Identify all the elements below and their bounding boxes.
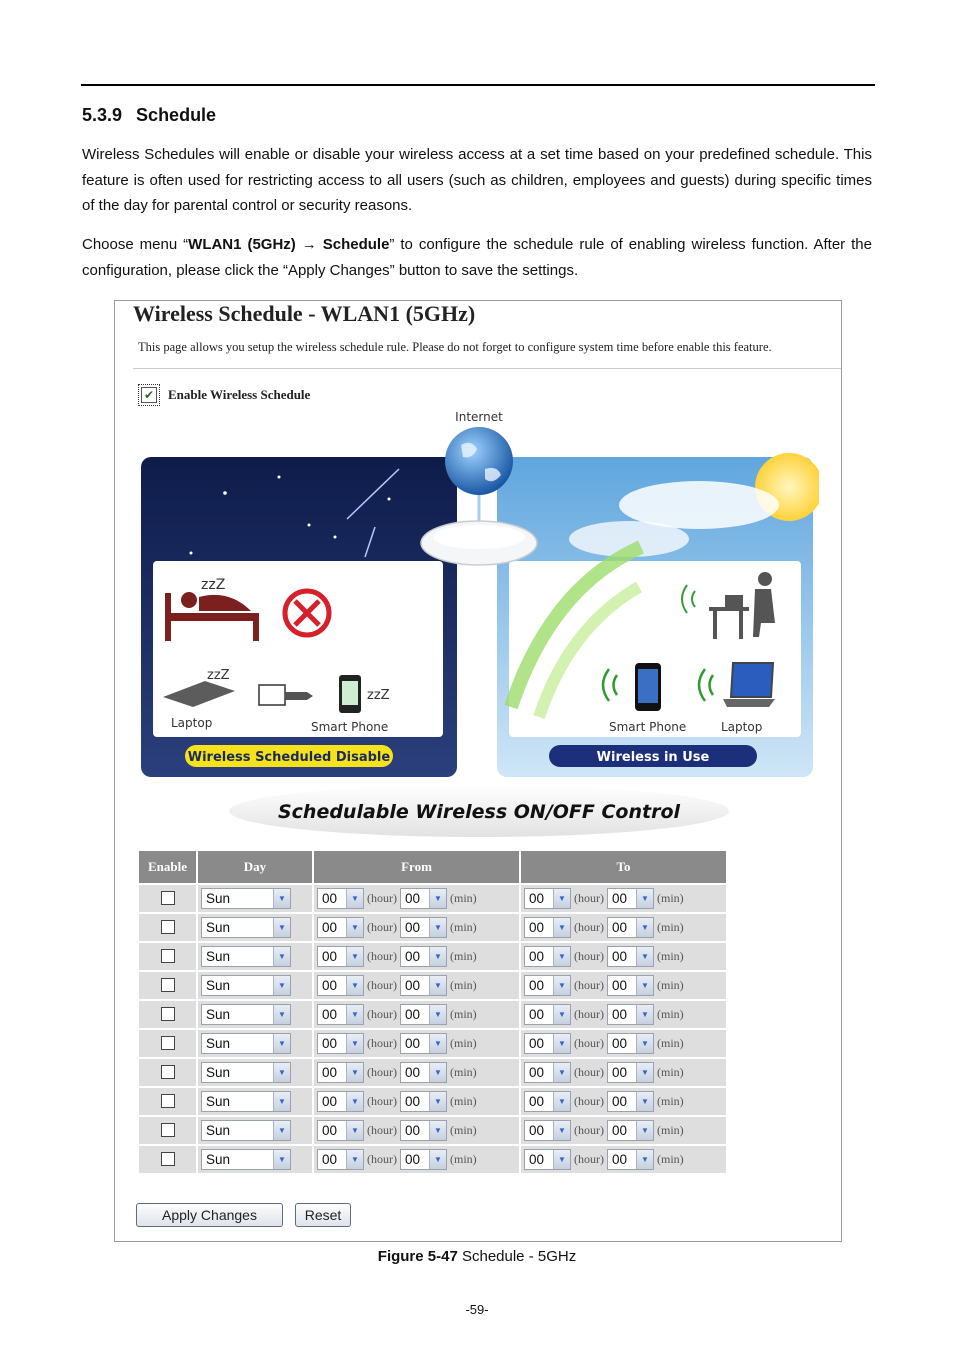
svg-text:zzZ: zzZ [207, 668, 230, 683]
chevron-down-icon: ▼ [273, 1092, 290, 1111]
min-unit: (min) [657, 1007, 684, 1021]
row-enable-checkbox[interactable] [161, 1123, 175, 1137]
to-min-select[interactable]: 00 ▼ [607, 917, 654, 938]
from-cell [314, 1088, 519, 1115]
to-hour-select[interactable]: 00 ▼ [524, 917, 571, 938]
day-select[interactable]: Sun ▼ [201, 1149, 291, 1170]
chevron-down-icon: ▼ [429, 1063, 446, 1082]
action-buttons [136, 1203, 351, 1227]
to-min-select[interactable]: 00 ▼ [607, 888, 654, 909]
hour-unit: (hour) [574, 891, 604, 905]
chevron-down-icon: ▼ [273, 1005, 290, 1024]
hour-unit: (hour) [574, 949, 604, 963]
from-cell [314, 1146, 519, 1173]
from-min-select[interactable]: 00 ▼ [400, 888, 447, 909]
min-unit: (min) [657, 920, 684, 934]
from-min-select[interactable]: 00 ▼ [400, 1149, 447, 1170]
day-cell [198, 1146, 312, 1173]
day-cell [198, 1059, 312, 1086]
from-cell [314, 1030, 519, 1057]
reset-button[interactable]: Reset [295, 1203, 351, 1227]
to-cell [521, 1088, 726, 1115]
day-cell [198, 885, 312, 912]
instruction-prefix: Choose menu “ [82, 236, 189, 253]
figure-caption [0, 1248, 954, 1265]
from-hour-select[interactable]: 00 ▼ [317, 975, 364, 996]
from-cell [314, 1001, 519, 1028]
hour-unit: (hour) [367, 920, 397, 934]
row-enable-checkbox[interactable] [161, 891, 175, 905]
enable-cell [139, 914, 196, 941]
row-enable-checkbox[interactable] [161, 1152, 175, 1166]
chevron-down-icon: ▼ [553, 1121, 570, 1140]
chevron-down-icon: ▼ [636, 976, 653, 995]
chevron-down-icon: ▼ [636, 1121, 653, 1140]
inuse-badge-label: Wireless in Use [596, 750, 710, 765]
from-hour-select[interactable]: 00 ▼ [317, 1091, 364, 1112]
chevron-down-icon: ▼ [273, 1034, 290, 1053]
hour-unit: (hour) [574, 920, 604, 934]
page-number: -59- [465, 1302, 489, 1317]
to-cell [521, 1146, 726, 1173]
from-hour-select[interactable]: 00 ▼ [317, 1120, 364, 1141]
chevron-down-icon: ▼ [429, 947, 446, 966]
table-row [139, 885, 726, 912]
section-heading [82, 105, 216, 126]
to-hour-select[interactable]: 00 ▼ [524, 1062, 571, 1083]
min-unit: (min) [657, 1094, 684, 1108]
hour-unit: (hour) [574, 978, 604, 992]
night-phone-label: Smart Phone [311, 720, 389, 734]
enable-cell [139, 885, 196, 912]
to-hour-select[interactable]: 00 ▼ [524, 1004, 571, 1025]
chevron-down-icon: ▼ [636, 1063, 653, 1082]
hour-unit: (hour) [367, 1152, 397, 1166]
chevron-down-icon: ▼ [636, 1150, 653, 1169]
header-from: From [314, 851, 519, 883]
table-row [139, 1088, 726, 1115]
from-hour-select[interactable]: 00 ▼ [317, 946, 364, 967]
chevron-down-icon: ▼ [636, 1034, 653, 1053]
hour-unit: (hour) [367, 978, 397, 992]
day-select[interactable]: Sun ▼ [201, 1033, 291, 1054]
internet-label: Internet [455, 410, 503, 424]
from-min-select[interactable]: 00 ▼ [400, 917, 447, 938]
banner-text: Schedulable Wireless ON/OFF Control [277, 801, 681, 823]
from-min-select[interactable]: 00 ▼ [400, 1091, 447, 1112]
chevron-down-icon: ▼ [553, 1150, 570, 1169]
min-unit: (min) [450, 978, 477, 992]
chevron-down-icon: ▼ [553, 1063, 570, 1082]
hour-unit: (hour) [574, 1123, 604, 1137]
min-unit: (min) [450, 1152, 477, 1166]
chevron-down-icon: ▼ [553, 976, 570, 995]
from-cell [314, 1117, 519, 1144]
enable-cell [139, 943, 196, 970]
chevron-down-icon: ▼ [346, 947, 363, 966]
to-min-select[interactable]: 00 ▼ [607, 1120, 654, 1141]
day-cell [198, 943, 312, 970]
day-cell [198, 972, 312, 999]
hour-unit: (hour) [367, 1094, 397, 1108]
to-min-select[interactable]: 00 ▼ [607, 975, 654, 996]
day-select[interactable]: Sun ▼ [201, 946, 291, 967]
chevron-down-icon: ▼ [429, 976, 446, 995]
row-enable-checkbox[interactable] [161, 1065, 175, 1079]
hour-unit: (hour) [367, 1123, 397, 1137]
chevron-down-icon: ▼ [553, 947, 570, 966]
to-cell [521, 1117, 726, 1144]
hour-unit: (hour) [574, 1094, 604, 1108]
screenshot-frame [114, 300, 842, 1242]
section-title: Schedule [136, 105, 217, 125]
table-row [139, 943, 726, 970]
title-separator [133, 368, 841, 369]
chevron-down-icon: ▼ [553, 1005, 570, 1024]
from-hour-select[interactable]: 00 ▼ [317, 1004, 364, 1025]
chevron-down-icon: ▼ [636, 1092, 653, 1111]
chevron-down-icon: ▼ [553, 889, 570, 908]
from-hour-select[interactable]: 00 ▼ [317, 1149, 364, 1170]
chevron-down-icon: ▼ [429, 1034, 446, 1053]
enable-schedule-row [138, 384, 310, 406]
chevron-down-icon: ▼ [346, 889, 363, 908]
svg-text:zzZ: zzZ [367, 688, 390, 703]
to-min-select[interactable]: 00 ▼ [607, 1033, 654, 1054]
enable-cell [139, 972, 196, 999]
chevron-down-icon: ▼ [273, 889, 290, 908]
from-hour-select[interactable]: 00 ▼ [317, 917, 364, 938]
to-hour-select[interactable]: 00 ▼ [524, 946, 571, 967]
chevron-down-icon: ▼ [273, 1121, 290, 1140]
check-icon: ✔ [141, 387, 157, 403]
day-select[interactable]: Sun ▼ [201, 1120, 291, 1141]
row-enable-checkbox[interactable] [161, 978, 175, 992]
min-unit: (min) [657, 1123, 684, 1137]
chevron-down-icon: ▼ [273, 918, 290, 937]
day-cell [198, 1088, 312, 1115]
hour-unit: (hour) [367, 1007, 397, 1021]
table-row [139, 1146, 726, 1173]
from-min-select[interactable]: 00 ▼ [400, 1033, 447, 1054]
min-unit: (min) [450, 920, 477, 934]
from-cell [314, 972, 519, 999]
to-hour-select[interactable]: 00 ▼ [524, 1033, 571, 1054]
intro-paragraph: Wireless Schedules will enable or disable your wireless access at a set time based on your predefined schedule. This feature is often used for restricting access to all users (such as children, employees and guests) during specific times of the day for parental control or security reasons. [82, 146, 872, 214]
min-unit: (min) [657, 1036, 684, 1050]
day-laptop-icon [731, 663, 773, 697]
from-cell [314, 885, 519, 912]
svg-text:zzZ: zzZ [201, 577, 226, 593]
row-enable-checkbox[interactable] [161, 949, 175, 963]
chevron-down-icon: ▼ [346, 1034, 363, 1053]
to-cell [521, 972, 726, 999]
min-unit: (min) [450, 1123, 477, 1137]
enable-cell [139, 1001, 196, 1028]
to-hour-select[interactable]: 00 ▼ [524, 1091, 571, 1112]
chevron-down-icon: ▼ [346, 1092, 363, 1111]
enable-cell [139, 1030, 196, 1057]
chevron-down-icon: ▼ [346, 918, 363, 937]
to-cell [521, 1030, 726, 1057]
menu-path: WLAN1 (5GHz) → Schedule [188, 236, 390, 253]
instruction-paragraph [82, 232, 872, 283]
min-unit: (min) [450, 949, 477, 963]
hour-unit: (hour) [574, 1007, 604, 1021]
to-hour-select[interactable]: 00 ▼ [524, 975, 571, 996]
internet-globe-icon [445, 427, 513, 495]
night-laptop-label: Laptop [171, 716, 213, 730]
figure-label: Figure 5-47 [377, 1248, 458, 1265]
header-day: Day [198, 851, 312, 883]
from-hour-select[interactable]: 00 ▼ [317, 1062, 364, 1083]
hour-unit: (hour) [574, 1152, 604, 1166]
day-cell [198, 1030, 312, 1057]
apply-changes-button[interactable]: Apply Changes [136, 1203, 283, 1227]
to-hour-select[interactable]: 00 ▼ [524, 888, 571, 909]
table-row [139, 1059, 726, 1086]
to-cell [521, 885, 726, 912]
chevron-down-icon: ▼ [636, 918, 653, 937]
chevron-down-icon: ▼ [346, 1005, 363, 1024]
enable-cell [139, 1059, 196, 1086]
chevron-down-icon: ▼ [346, 976, 363, 995]
chevron-down-icon: ▼ [553, 1034, 570, 1053]
chevron-down-icon: ▼ [346, 1063, 363, 1082]
chevron-down-icon: ▼ [553, 918, 570, 937]
to-min-select[interactable]: 00 ▼ [607, 946, 654, 967]
min-unit: (min) [657, 1065, 684, 1079]
day-laptop-label: Laptop [721, 720, 763, 734]
day-select[interactable]: Sun ▼ [201, 1004, 291, 1025]
enable-cell [139, 1146, 196, 1173]
schedule-table [137, 849, 728, 1175]
table-row [139, 1030, 726, 1057]
to-min-select[interactable]: 00 ▼ [607, 1004, 654, 1025]
to-min-select[interactable]: 00 ▼ [607, 1091, 654, 1112]
chevron-down-icon: ▼ [273, 947, 290, 966]
chevron-down-icon: ▼ [429, 1092, 446, 1111]
to-cell [521, 943, 726, 970]
row-enable-checkbox[interactable] [161, 1036, 175, 1050]
day-select[interactable]: Sun ▼ [201, 1062, 291, 1083]
to-hour-select[interactable]: 00 ▼ [524, 1120, 571, 1141]
to-cell [521, 914, 726, 941]
table-header-row [139, 851, 726, 883]
row-enable-checkbox[interactable] [161, 920, 175, 934]
to-cell [521, 1059, 726, 1086]
chevron-down-icon: ▼ [429, 918, 446, 937]
min-unit: (min) [450, 1007, 477, 1021]
chevron-down-icon: ▼ [273, 1150, 290, 1169]
table-row [139, 914, 726, 941]
chevron-down-icon: ▼ [429, 1150, 446, 1169]
min-unit: (min) [657, 949, 684, 963]
chevron-down-icon: ▼ [346, 1121, 363, 1140]
min-unit: (min) [450, 1094, 477, 1108]
disable-badge-label: Wireless Scheduled Disable [187, 750, 391, 765]
from-cell [314, 1059, 519, 1086]
enable-schedule-label: Enable Wireless Schedule [168, 387, 311, 402]
from-hour-select[interactable]: 00 ▼ [317, 1033, 364, 1054]
min-unit: (min) [657, 978, 684, 992]
header-enable: Enable [139, 851, 196, 883]
hour-unit: (hour) [367, 949, 397, 963]
from-min-select[interactable]: 00 ▼ [400, 1004, 447, 1025]
enable-schedule-checkbox[interactable] [138, 384, 160, 406]
table-row [139, 1001, 726, 1028]
min-unit: (min) [450, 1065, 477, 1079]
power-plug-icon [259, 685, 285, 705]
from-cell [314, 914, 519, 941]
day-phone-label: Smart Phone [609, 720, 687, 734]
from-min-select[interactable]: 00 ▼ [400, 975, 447, 996]
enable-cell [139, 1117, 196, 1144]
day-cell [198, 1001, 312, 1028]
chevron-down-icon: ▼ [346, 1150, 363, 1169]
from-cell [314, 943, 519, 970]
table-row [139, 1117, 726, 1144]
row-enable-checkbox[interactable] [161, 1007, 175, 1021]
hour-unit: (hour) [574, 1036, 604, 1050]
chevron-down-icon: ▼ [429, 1121, 446, 1140]
min-unit: (min) [450, 1036, 477, 1050]
schedule-illustration [139, 407, 819, 837]
chevron-down-icon: ▼ [273, 976, 290, 995]
day-cell [198, 1117, 312, 1144]
from-min-select[interactable]: 00 ▼ [400, 946, 447, 967]
to-min-select[interactable]: 00 ▼ [607, 1062, 654, 1083]
from-min-select[interactable]: 00 ▼ [400, 1062, 447, 1083]
chevron-down-icon: ▼ [553, 1092, 570, 1111]
to-cell [521, 1001, 726, 1028]
instruction-suffix: ” to configure the schedule rule of enabling wireless function. After the configuration, please click the “Apply Changes” button to save the settings. [82, 236, 872, 279]
hour-unit: (hour) [367, 1065, 397, 1079]
min-unit: (min) [657, 1152, 684, 1166]
day-select[interactable]: Sun ▼ [201, 917, 291, 938]
table-row [139, 972, 726, 999]
ui-page-title: Wireless Schedule - WLAN1 (5GHz) [133, 301, 476, 326]
section-number: 5.3.9 [82, 105, 123, 125]
to-hour-select[interactable]: 00 ▼ [524, 1149, 571, 1170]
chevron-down-icon: ▼ [429, 1005, 446, 1024]
user-icon [758, 572, 772, 586]
min-unit: (min) [450, 891, 477, 905]
chevron-down-icon: ▼ [429, 889, 446, 908]
hour-unit: (hour) [367, 891, 397, 905]
chevron-down-icon: ▼ [273, 1063, 290, 1082]
from-hour-select[interactable]: 00 ▼ [317, 888, 364, 909]
day-select[interactable]: Sun ▼ [201, 975, 291, 996]
header-rule [81, 84, 875, 86]
day-select[interactable]: Sun ▼ [201, 1091, 291, 1112]
min-unit: (min) [657, 891, 684, 905]
from-min-select[interactable]: 00 ▼ [400, 1120, 447, 1141]
chevron-down-icon: ▼ [636, 1005, 653, 1024]
ui-page-description: This page allows you setup the wireless schedule rule. Please do not forget to configure system time before enable this feature. [138, 340, 772, 354]
night-inner-panel [153, 561, 443, 737]
hour-unit: (hour) [367, 1036, 397, 1050]
hour-unit: (hour) [574, 1065, 604, 1079]
to-min-select[interactable]: 00 ▼ [607, 1149, 654, 1170]
chevron-down-icon: ▼ [636, 947, 653, 966]
chevron-down-icon: ▼ [636, 889, 653, 908]
header-to: To [521, 851, 726, 883]
day-cell [198, 914, 312, 941]
row-enable-checkbox[interactable] [161, 1094, 175, 1108]
day-select[interactable]: Sun ▼ [201, 888, 291, 909]
enable-cell [139, 1088, 196, 1115]
figure-text: Schedule - 5GHz [457, 1248, 577, 1265]
